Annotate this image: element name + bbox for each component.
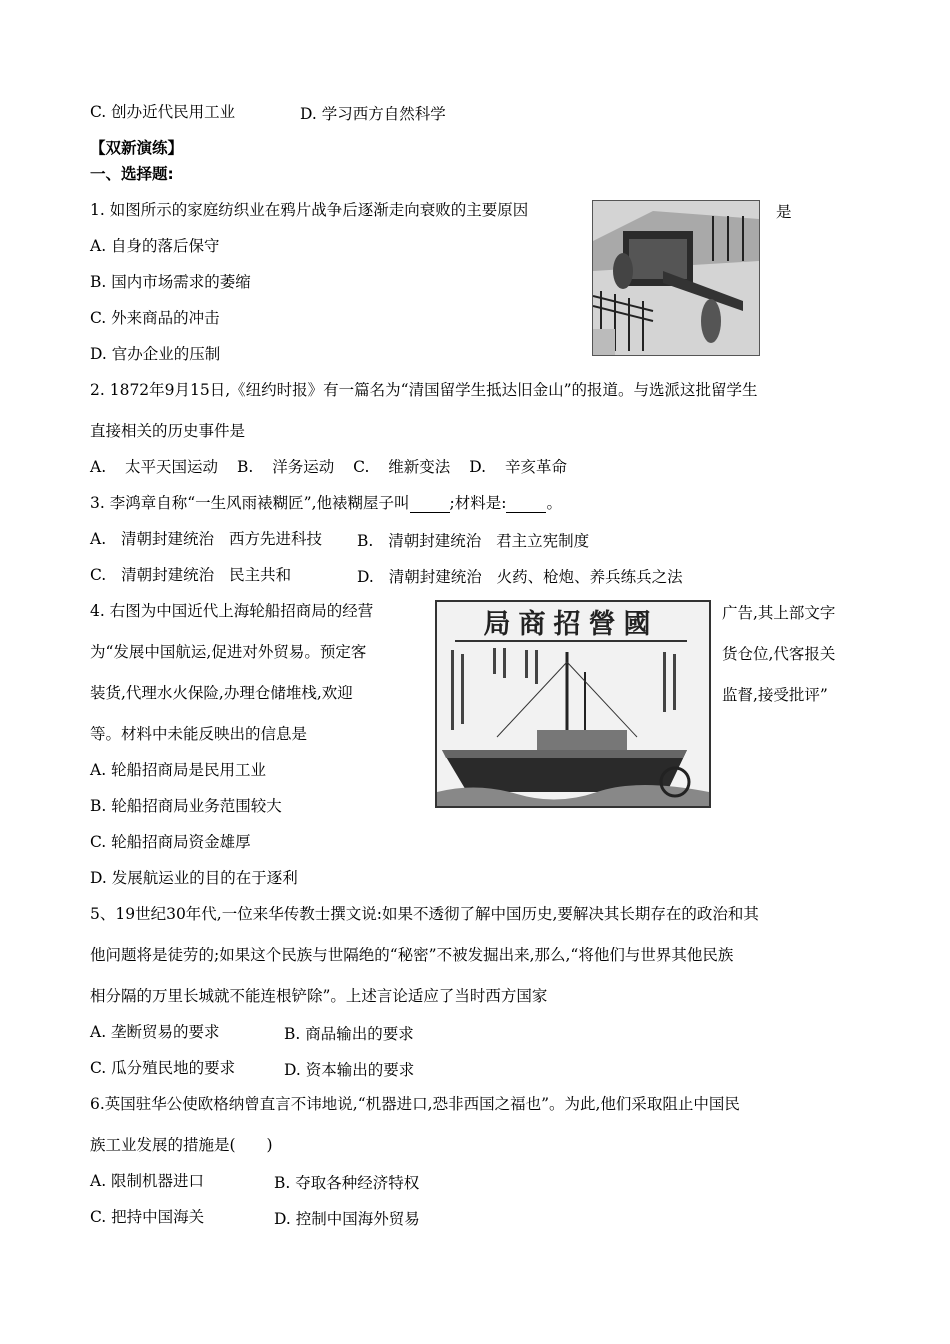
q5-stem-line3: 相分隔的万里长城就不能连根铲除”。上述言论适应了当时西方国家 [90,987,548,1005]
q4-line3-left: 装货,代理水火保险,办理仓储堆栈,欢迎 [90,684,353,702]
q4-line2-left: 为“发展中国航运,促进对外贸易。预定客 [90,643,367,661]
q5-option-d: D. 资本输出的要求 [284,1061,415,1079]
q2-stem-line1: 2. 1872年9月15日,《纽约时报》有一篇名为“清国留学生抵达旧金山”的报道。与选派这批留学生 [90,381,758,399]
option-d-top: D. 学习西方自然科学 [300,105,446,123]
q3-blank-1 [410,496,450,513]
q6-option-d: D. 控制中国海外贸易 [274,1210,420,1228]
q4-option-c: C. 轮船招商局资金雄厚 [90,833,251,851]
section-subtitle: 一、选择题: [90,165,174,183]
q5-option-c: C. 瓜分殖民地的要求 [90,1059,236,1077]
q4-option-b: B. 轮船招商局业务范围较大 [90,797,282,815]
q2-options: A. 太平天国运动 B. 洋务运动 C. 维新变法 D. 辛亥革命 [90,458,567,476]
q5-stem-line1: 5、19世纪30年代,一位来华传教士撰文说:如果不透彻了解中国历史,要解决其长期存在的政治和其 [90,905,759,923]
section-title: 【双新演练】 [90,139,184,157]
q1-stem: 1. 如图所示的家庭纺织业在鸦片战争后逐渐走向衰败的主要原因 [90,201,529,219]
weaving-illustration [592,200,760,356]
q3-stem-part1: 3. 李鸿章自称“一生风雨裱糊匠”,他裱糊屋子叫 [90,494,410,512]
q3-stem [90,493,562,513]
q5-option-a: A. 垄断贸易的要求 [90,1023,220,1041]
q3-option-c: C. 清朝封建统治 民主共和 [90,566,292,584]
q1-option-a: A. 自身的落后保守 [90,237,220,255]
q4-option-d: D. 发展航运业的目的在于逐利 [90,869,298,887]
q4-line1-left: 4. 右图为中国近代上海轮船招商局的经营 [90,602,374,620]
q3-stem-part3: 。 [546,494,562,512]
q6-option-a: A. 限制机器进口 [90,1172,205,1190]
q6-stem-line1: 6.英国驻华公使欧格纳曾直言不讳地说,“机器进口,恐非西国之福也”。为此,他们采取阻止中国民 [90,1095,740,1113]
q1-stem-tail: 是 [776,203,792,221]
q3-option-b: B. 清朝封建统治 君主立宪制度 [357,532,590,550]
steamship-icon [437,642,709,806]
q4-option-a: A. 轮船招商局是民用工业 [90,761,267,779]
q4-line3-right: 监督,接受批评” [722,686,828,704]
ad-title: 局商招營國 [455,610,687,642]
q4-line4: 等。材料中未能反映出的信息是 [90,725,308,743]
q6-stem-line2: 族工业发展的措施是( ) [90,1136,273,1154]
q1-option-d: D. 官办企业的压制 [90,345,221,363]
q2-stem-line2: 直接相关的历史事件是 [90,422,246,440]
q4-line2-right: 货仓位,代客报关 [722,645,836,663]
weaving-scene-icon [593,201,759,355]
q6-option-b: B. 夺取各种经济特权 [274,1174,420,1192]
option-c-top: C. 创办近代民用工业 [90,103,236,121]
q5-option-b: B. 商品输出的要求 [284,1025,414,1043]
shipping-ad-image [435,600,711,808]
q6-option-c: C. 把持中国海关 [90,1208,205,1226]
q3-stem-part2: ;材料是: [449,494,507,512]
q1-option-b: B. 国内市场需求的萎缩 [90,273,251,291]
q1-option-c: C. 外来商品的冲击 [90,309,220,327]
q3-blank-2 [506,496,546,513]
q5-stem-line2: 他问题将是徒劳的;如果这个民族与世隔绝的“秘密”不被发掘出来,那么,“将他们与世界其他民族 [90,946,734,964]
q4-line1-right: 广告,其上部文字 [722,604,836,622]
q3-option-d: D. 清朝封建统治 火药、枪炮、养兵练兵之法 [357,568,683,586]
q3-option-a: A. 清朝封建统治 西方先进科技 [90,530,322,548]
